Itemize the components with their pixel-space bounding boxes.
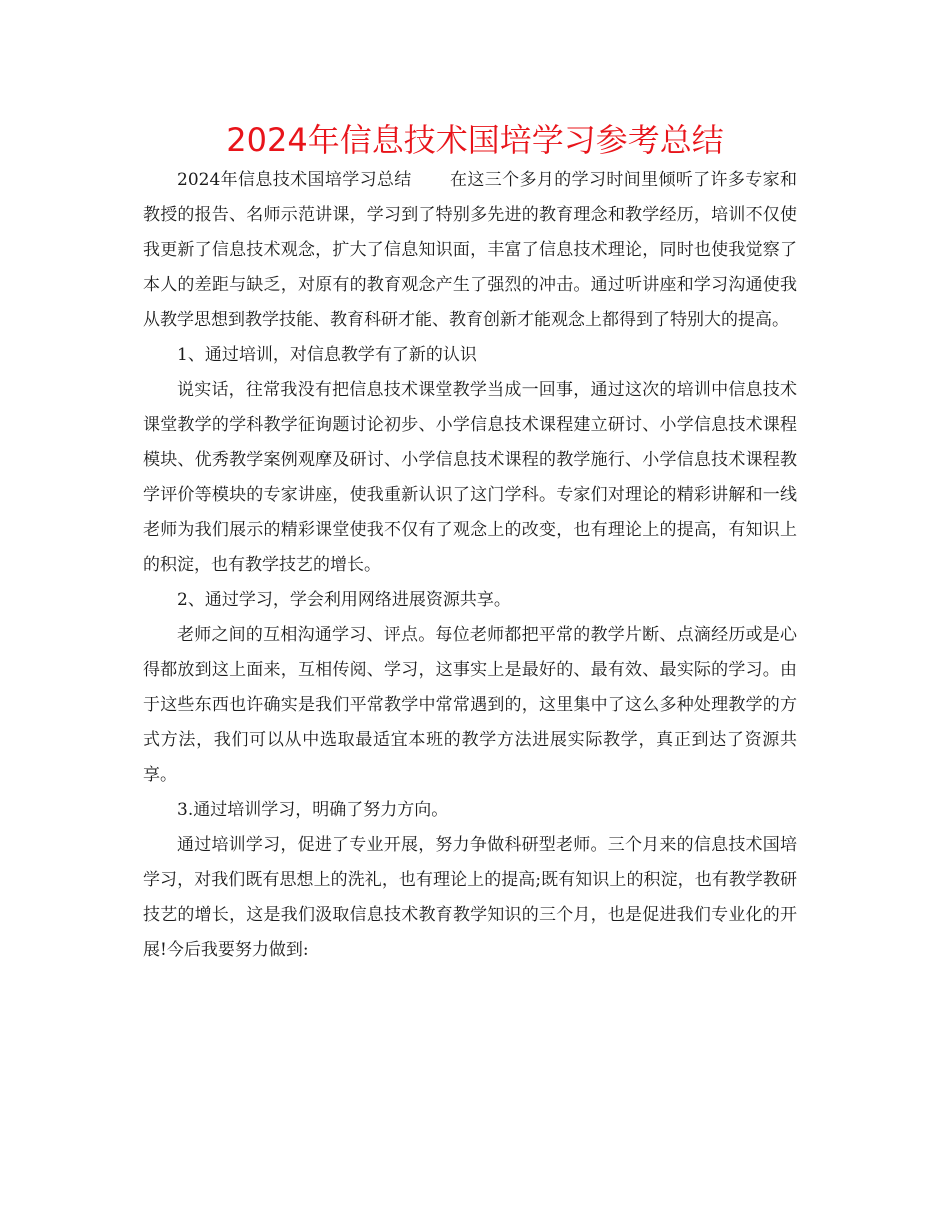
section-heading-3: 3.通过培训学习，明确了努力方向。 (177, 800, 449, 820)
section-heading-1: 1、通过培训，对信息教学有了新的认识 (177, 345, 477, 365)
paragraph-intro (143, 163, 797, 338)
intro-lead: 2024年信息技术国培学习总结 (177, 170, 412, 190)
paragraph-section-2: 老师之间的互相沟通学习、评点。每位老师都把平常的教学片断、点滴经历或是心得都放到这上面来，互相传阅、学习，这事实上是最好的、最有效、最实际的学习。由于这些东西也许确实是我们平常教学中常常遇到的，这里集中了这么多种处理教学的方式方法，我们可以从中选取最适宜本班的教学方法进展实际教学，真正到达了资源共享。 (143, 625, 797, 785)
document-title: 2024年信息技术国培学习参考总结 (226, 121, 724, 159)
paragraph-section-3: 通过培训学习，促进了专业开展，努力争做科研型老师。三个月来的信息技术国培学习，对我们既有思想上的洗礼，也有理论上的提高;既有知识上的积淀，也有教学教研技艺的增长，这是我们汲取信息技术教育教学知识的三个月，也是促进我们专业化的开展!今后我要努力做到: (143, 835, 797, 960)
paragraph-section-1: 说实话，往常我没有把信息技术课堂教学当成一回事，通过这次的培训中信息技术课堂教学的学科教学征询题讨论初步、小学信息技术课程建立研讨、小学信息技术课程模块、优秀教学案例观摩及研讨、小学信息技术课程的教学施行、小学信息技术课程教学评价等模块的专家讲座，使我重新认识了这门学科。专家们对理论的精彩讲解和一线老师为我们展示的精彩课堂使我不仅有了观念上的改变，也有理论上的提高，有知识上的积淀，也有教学技艺的增长。 (143, 380, 797, 575)
section-heading-2: 2、通过学习，学会利用网络进展资源共享。 (177, 590, 511, 610)
document-body (143, 163, 797, 968)
paragraph-intro-text: 在这三个多月的学习时间里倾听了许多专家和教授的报告、名师示范讲课，学习到了特别多先进的教育理念和教学经历，培训不仅使我更新了信息技术观念，扩大了信息知识面，丰富了信息技术理论，同时也使我觉察了本人的差距与缺乏，对原有的教育观念产生了强烈的冲击。通过听讲座和学习沟通使我从教学思想到教学技能、教育科研才能、教育创新才能观念上都得到了特别大的提高。 (143, 170, 798, 330)
